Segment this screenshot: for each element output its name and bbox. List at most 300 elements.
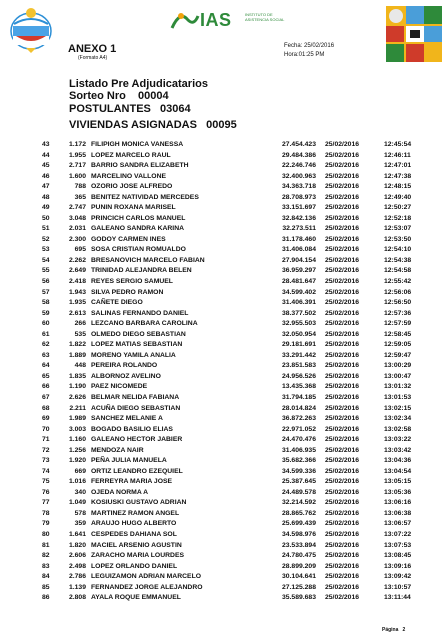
ticket-number: 2.498: [68, 562, 86, 570]
ticket-number: 2.808: [68, 594, 86, 602]
table-row: [0, 330, 447, 341]
applicants-count: POSTULANTES 03064: [69, 103, 191, 115]
applicant-name: GODOY CARMEN INES: [91, 235, 166, 243]
province-shield-icon: [6, 4, 56, 54]
date: 25/02/2016: [325, 457, 360, 465]
order-number: 75: [42, 478, 50, 486]
date: 25/02/2016: [325, 404, 360, 412]
date: 25/02/2016: [325, 488, 360, 496]
document-number: 32.273.511: [282, 225, 316, 233]
ticket-number: 2.262: [68, 256, 86, 264]
document-number: 38.377.502: [281, 309, 316, 317]
table-row: [0, 319, 447, 330]
time: 13:06:38: [384, 509, 412, 517]
date: 25/02/2016: [325, 341, 360, 349]
time: 12:53:50: [384, 235, 412, 243]
document-number: 32.214.592: [281, 499, 316, 507]
table-row: [0, 361, 447, 372]
time: 13:00:29: [384, 362, 412, 370]
table-row: [0, 414, 447, 425]
time: 12:56:50: [384, 299, 412, 307]
order-number: 58: [42, 299, 50, 307]
ticket-number: 1.955: [68, 151, 86, 159]
table-row: [0, 340, 447, 351]
date: 25/02/2016: [325, 478, 360, 486]
time: 13:03:22: [384, 436, 412, 444]
applicant-name: PRINCICH CARLOS MANUEL: [91, 214, 186, 222]
table-row: [0, 404, 447, 415]
date: 25/02/2016: [325, 573, 360, 581]
date: 25/02/2016: [325, 193, 360, 201]
order-number: 63: [42, 351, 50, 359]
date: 25/02/2016: [325, 562, 360, 570]
document-number: 23.851.583: [281, 362, 316, 370]
table-row: [0, 193, 447, 204]
date: 25/02/2016: [325, 425, 360, 433]
table-row: [0, 224, 447, 235]
order-number: 81: [42, 541, 50, 549]
document-number: 31.406.935: [281, 446, 316, 454]
date: 25/02/2016: [325, 235, 360, 243]
table-row: [0, 266, 447, 277]
applicant-name: BARRIO SANDRA ELIZABETH: [91, 162, 189, 170]
applicant-name: SOSA CRISTIAN ROMUALDO: [91, 246, 186, 254]
time: 13:07:53: [384, 541, 412, 549]
time: 12:55:42: [384, 278, 412, 286]
ticket-number: 1.835: [68, 372, 86, 380]
table-row: [0, 382, 447, 393]
ticket-number: 340: [74, 488, 86, 496]
order-number: 49: [42, 204, 50, 212]
document-number: 24.470.476: [281, 436, 316, 444]
page-number: Página 2: [382, 627, 406, 633]
applicant-name: MORENO YAMILA ANALIA: [91, 351, 176, 359]
ticket-number: 2.717: [68, 162, 86, 170]
order-number: 53: [42, 246, 50, 254]
formato-note: (Formato A4): [78, 55, 108, 61]
order-number: 59: [42, 309, 50, 317]
applicant-name: SALINAS FERNANDO DANIEL: [91, 309, 189, 317]
document-number: 33.291.442: [281, 351, 316, 359]
document-number: 27.904.154: [281, 256, 316, 264]
applicant-name: FILIPIGH MONICA VANESSA: [91, 141, 184, 148]
time: 13:05:36: [384, 488, 412, 496]
time: 12:58:45: [384, 330, 412, 338]
applicant-name: MENDOZA NAIR: [91, 446, 144, 454]
document-number: 22.246.746: [281, 162, 316, 170]
applicant-name: LEGUIZAMON ADRIAN MARCELO: [91, 573, 202, 581]
time: 12:59:05: [384, 341, 412, 349]
date: 25/02/2016: [325, 499, 360, 507]
ticket-number: 2.031: [68, 225, 86, 233]
ticket-number: 1.190: [68, 383, 86, 391]
applicant-name: MACIEL ARSENIO AGUSTIN: [91, 541, 182, 549]
order-number: 71: [42, 436, 50, 444]
ticket-number: 1.160: [68, 436, 86, 444]
table-row: [0, 572, 447, 583]
ticket-number: 1.256: [68, 446, 86, 454]
document-number: 27.454.423: [281, 141, 316, 148]
ticket-number: 448: [74, 362, 86, 370]
document-number: 32.050.954: [281, 330, 316, 338]
time: 12:50:27: [384, 204, 412, 212]
time: 13:01:32: [384, 383, 412, 391]
table-row: [0, 214, 447, 225]
applicant-name: ORTIZ LEANDRO EZEQUIEL: [91, 467, 183, 475]
ticket-number: 2.649: [68, 267, 86, 275]
applicant-name: LOPEZ MARCELO RAUL: [91, 151, 171, 159]
ticket-number: 266: [74, 320, 86, 328]
document-number: 25.699.439: [281, 520, 316, 528]
time: 13:09:42: [384, 573, 412, 581]
document-number: 31.406.084: [281, 246, 316, 254]
order-number: 45: [42, 162, 50, 170]
order-number: 83: [42, 562, 50, 570]
table-row: [0, 172, 447, 183]
applicant-name: OZORIO JOSE ALFREDO: [91, 183, 173, 191]
order-number: 54: [42, 256, 50, 264]
table-row: [0, 203, 447, 214]
time: 12:48:15: [384, 183, 412, 191]
date: 25/02/2016: [325, 351, 360, 359]
time: 12:56:06: [384, 288, 412, 296]
table-row: [0, 245, 447, 256]
document-number: 22.971.052: [281, 425, 316, 433]
applicant-name: REYES SERGIO SAMUEL: [91, 278, 173, 286]
order-number: 62: [42, 341, 50, 349]
date: 25/02/2016: [325, 256, 360, 264]
document-number: 36.872.263: [281, 415, 316, 423]
time: 12:46:11: [384, 151, 411, 159]
document-number: 28.708.973: [281, 193, 316, 201]
ticket-number: 2.606: [68, 552, 86, 560]
document-number: 31.794.185: [281, 393, 316, 401]
applicant-name: ALBORNOZ AVELINO: [91, 372, 161, 380]
applicant-name: ZARACHO MARIA LOURDES: [91, 552, 185, 560]
applicant-name: ARAUJO HUGO ALBERTO: [91, 520, 177, 528]
time: 12:57:59: [384, 320, 412, 328]
time: 12:54:38: [384, 256, 412, 264]
ticket-number: 1.943: [68, 288, 86, 296]
date: 25/02/2016: [325, 204, 360, 212]
table-row: [0, 298, 447, 309]
order-number: 64: [42, 362, 50, 370]
date: 25/02/2016: [325, 467, 360, 475]
date: 25/02/2016: [325, 594, 360, 602]
document-number: 32.842.136: [281, 214, 316, 222]
time: 12:49:40: [384, 193, 412, 201]
table-row: [0, 309, 447, 320]
document-number: 34.599.402: [281, 288, 316, 296]
time: 13:10:57: [384, 583, 412, 591]
order-number: 86: [42, 594, 50, 602]
table-row: [0, 593, 447, 604]
ticket-number: 1.989: [68, 415, 86, 423]
ticket-number: 669: [74, 467, 86, 475]
document-number: 24.780.475: [281, 552, 316, 560]
table-row: [0, 140, 447, 151]
date: 25/02/2016: [325, 141, 360, 148]
time: 13:03:42: [384, 446, 412, 454]
date: 25/02/2016: [325, 288, 360, 296]
ticket-number: 1.820: [68, 541, 86, 549]
applicant-name: OLMEDO DIEGO SEBASTIAN: [91, 330, 186, 338]
date: 25/02/2016: [325, 552, 360, 560]
document-number: 13.435.368: [281, 383, 316, 391]
document-number: 24.956.526: [281, 372, 316, 380]
date: 25/02/2016: [325, 278, 360, 286]
document-number: 24.489.578: [281, 488, 316, 496]
ticket-number: 1.822: [68, 341, 86, 349]
applicant-name: LEZCANO BARBARA CAROLINA: [91, 320, 198, 328]
order-number: 80: [42, 530, 50, 538]
table-row: [0, 509, 447, 520]
document-number: 32.955.503: [281, 320, 316, 328]
time: 13:04:36: [384, 457, 412, 465]
table-row: [0, 446, 447, 457]
applicant-name: BELMAR NELIDA FABIANA: [91, 393, 180, 401]
order-number: 70: [42, 425, 50, 433]
ticket-number: 1.016: [68, 478, 86, 486]
applicant-name: BOGADO BASILIO ELIAS: [91, 425, 173, 433]
table-row: [0, 256, 447, 267]
order-number: 56: [42, 278, 50, 286]
table-row: [0, 477, 447, 488]
ticket-number: 365: [74, 193, 86, 201]
document-number: 29.484.386: [281, 151, 316, 159]
document-number: 29.181.691: [281, 341, 316, 349]
ticket-number: 1.889: [68, 351, 86, 359]
applicant-name: PUNIN ROXANA MARISEL: [91, 204, 176, 212]
table-row: [0, 351, 447, 362]
applicant-name: MARTINEZ RAMON ANGEL: [91, 509, 180, 517]
table-row: [0, 372, 447, 383]
date: 25/02/2016: [325, 225, 360, 233]
date: 25/02/2016: [325, 309, 360, 317]
table-row: [0, 182, 447, 193]
time: 12:47:38: [384, 172, 412, 180]
date: 25/02/2016: [325, 151, 360, 159]
order-number: 61: [42, 330, 50, 338]
applicant-name: OJEDA NORMA A: [91, 488, 149, 496]
order-number: 60: [42, 320, 50, 328]
date: 25/02/2016: [325, 172, 360, 180]
date: 25/02/2016: [325, 267, 360, 275]
ticket-number: 2.613: [68, 309, 86, 317]
time: 13:09:16: [384, 562, 412, 570]
document-number: 30.104.641: [281, 573, 316, 581]
table-row: [0, 161, 447, 172]
applicant-name: BRESANOVICH MARCELO FABIAN: [91, 256, 205, 264]
ticket-number: 359: [74, 520, 86, 528]
ticket-number: 2.418: [68, 278, 86, 286]
date: 25/02/2016: [325, 383, 360, 391]
document-number: 28.481.647: [281, 278, 316, 286]
time: 13:02:58: [384, 425, 412, 433]
order-number: 78: [42, 509, 50, 517]
applicant-name: PAEZ NICOMEDE: [91, 383, 148, 391]
mosaic-emblem-icon: [386, 6, 442, 62]
order-number: 84: [42, 573, 50, 581]
order-number: 51: [42, 225, 50, 233]
date-label: Fecha: 25/02/2016: [284, 43, 335, 49]
date: 25/02/2016: [325, 162, 360, 170]
time: 13:02:15: [384, 404, 412, 412]
table-row: [0, 530, 447, 541]
table-row: [0, 562, 447, 573]
document-number: 31.178.460: [281, 235, 316, 243]
table-row: [0, 425, 447, 436]
time: 12:45:54: [384, 141, 412, 148]
ias-logo-subtitle: INSTITUTO DE ASISTENCIA SOCIAL: [245, 12, 285, 22]
date: 25/02/2016: [325, 372, 360, 380]
applicant-name: LOPEZ MATIAS SEBASTIAN: [91, 341, 183, 349]
listing-title: Listado Pre Adjudicatarios: [69, 78, 208, 90]
document-number: 34.599.336: [281, 467, 316, 475]
order-number: 47: [42, 183, 50, 191]
date: 25/02/2016: [325, 214, 360, 222]
applicant-name: MARCELINO VALLONE: [91, 172, 167, 180]
ticket-number: 3.003: [68, 425, 86, 433]
time: 13:06:16: [384, 499, 412, 507]
date: 25/02/2016: [325, 330, 360, 338]
applicant-name: SILVA PEDRO RAMON: [91, 288, 164, 296]
time: 13:11:44: [384, 594, 411, 602]
document-number: 31.406.391: [281, 299, 316, 307]
order-number: 55: [42, 267, 50, 275]
table-row: [0, 151, 447, 162]
table-row: [0, 456, 447, 467]
time: 12:57:36: [384, 309, 412, 317]
date: 25/02/2016: [325, 541, 360, 549]
document-number: 34.363.718: [281, 183, 316, 191]
date: 25/02/2016: [325, 530, 360, 538]
applicant-name: CAÑETE DIEGO: [91, 299, 143, 307]
document-number: 28.865.762: [281, 509, 316, 517]
order-number: 79: [42, 520, 50, 528]
time: 13:08:45: [384, 552, 412, 560]
table-row: [0, 435, 447, 446]
applicant-name: AYALA ROQUE EMMANUEL: [91, 594, 181, 602]
applicant-name: PEÑA JULIA MANUELA: [91, 457, 167, 465]
ticket-number: 1.139: [68, 583, 86, 591]
ticket-number: 1.641: [68, 530, 86, 538]
date: 25/02/2016: [325, 415, 360, 423]
ticket-number: 3.048: [68, 214, 86, 222]
table-row: [0, 551, 447, 562]
date: 25/02/2016: [325, 436, 360, 444]
order-number: 65: [42, 372, 50, 380]
table-row: [0, 498, 447, 509]
ticket-number: 1.920: [68, 457, 86, 465]
table-row: [0, 488, 447, 499]
order-number: 52: [42, 235, 50, 243]
order-number: 85: [42, 583, 50, 591]
ticket-number: 2.211: [69, 404, 86, 412]
document-number: 28.899.209: [281, 562, 316, 570]
table-row: [0, 467, 447, 478]
order-number: 73: [42, 457, 50, 465]
applicant-name: LOPEZ ORLANDO DANIEL: [91, 562, 178, 570]
applicant-name: BENITEZ NATIVIDAD MERCEDES: [91, 193, 199, 201]
order-number: 44: [42, 151, 50, 159]
time: 12:47:01: [384, 162, 412, 170]
document-number: 28.014.824: [281, 404, 316, 412]
order-number: 66: [42, 383, 50, 391]
date: 25/02/2016: [325, 320, 360, 328]
ticket-number: 1.172: [68, 141, 86, 148]
date: 25/02/2016: [325, 393, 360, 401]
ticket-number: 2.786: [68, 573, 86, 581]
date: 25/02/2016: [325, 509, 360, 517]
time: 12:59:47: [384, 351, 412, 359]
time: 13:06:57: [384, 520, 412, 528]
order-number: 67: [42, 393, 50, 401]
ticket-number: 1.935: [68, 299, 86, 307]
ticket-number: 695: [74, 246, 86, 254]
time: 12:54:58: [384, 267, 412, 275]
order-number: 69: [42, 415, 50, 423]
applicant-name: PEREIRA ROLANDO: [91, 362, 158, 370]
table-row: [0, 541, 447, 552]
order-number: 48: [42, 193, 50, 201]
date: 25/02/2016: [325, 583, 360, 591]
order-number: 82: [42, 552, 50, 560]
ticket-number: 2.747: [68, 204, 86, 212]
table-row: [0, 277, 447, 288]
document-number: 32.400.963: [281, 172, 316, 180]
table-row: [0, 235, 447, 246]
draw-number: Sorteo Nro 00004: [69, 90, 169, 102]
document-number: 33.151.697: [281, 204, 316, 212]
ticket-number: 578: [74, 509, 86, 517]
time: 13:04:54: [384, 467, 412, 475]
document-number: 35.682.366: [281, 457, 316, 465]
ticket-number: 535: [74, 330, 86, 338]
time: 13:02:34: [384, 415, 412, 423]
time: 13:01:53: [384, 393, 412, 401]
time: 12:52:18: [384, 214, 412, 222]
time: 12:54:10: [384, 246, 412, 254]
table-row: [0, 288, 447, 299]
date: 25/02/2016: [325, 446, 360, 454]
document-number: 23.533.894: [281, 541, 316, 549]
order-number: 72: [42, 446, 50, 454]
order-number: 68: [42, 404, 50, 412]
time-label: Hora:01:25 PM: [284, 52, 325, 58]
document-number: 36.959.297: [281, 267, 316, 275]
order-number: 46: [42, 172, 50, 180]
date: 25/02/2016: [325, 246, 360, 254]
date: 25/02/2016: [325, 183, 360, 191]
table-row: [0, 393, 447, 404]
order-number: 57: [42, 288, 50, 296]
order-number: 74: [42, 467, 50, 475]
ticket-number: 1.600: [68, 172, 86, 180]
date: 25/02/2016: [325, 520, 360, 528]
applicant-name: GALEANO SANDRA KARINA: [91, 225, 185, 233]
order-number: 50: [42, 214, 50, 222]
anexo-heading: ANEXO 1: [68, 43, 117, 55]
applicant-name: FERREYRA MARIA JOSE: [91, 478, 173, 486]
document-number: 27.125.288: [281, 583, 316, 591]
ias-logo-text: IAS: [200, 10, 232, 30]
applicant-name: CESPEDES DAHIANA SOL: [91, 530, 177, 538]
document-number: 35.589.683: [281, 594, 316, 602]
ticket-number: 788: [74, 183, 86, 191]
applicant-name: TRINIDAD ALEJANDRA BELEN: [91, 267, 192, 275]
document-number: 25.387.645: [281, 478, 316, 486]
